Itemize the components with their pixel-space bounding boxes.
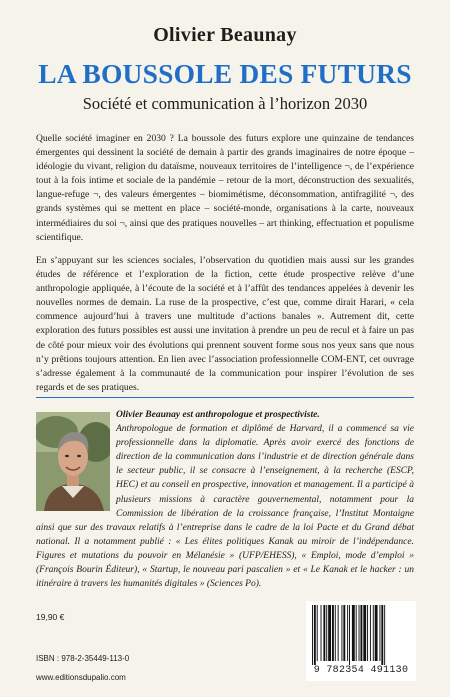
publisher-website: www.editionsdupalio.com: [36, 673, 126, 682]
barcode-digits: 9 782354 491130: [313, 665, 409, 676]
section-divider: [36, 397, 414, 398]
author-bio-lead: Olivier Beaunay est anthropologue et prospectiviste.: [116, 410, 320, 420]
book-subtitle: Société et communication à l’horizon 2030: [82, 94, 368, 113]
author-bio: [36, 408, 414, 591]
summary-paragraph-2: En s’appuyant sur les sciences sociales, l’observation du quotidien mais aussi sur les grandes études de référence et l’exploration de la fiction, cette étude prospective relève d’une anthropologie appliquée, à l’écoute de la société et à l’affût des tendances appelées à devenir les nouvelles normes de demain. La ruse de la prospective, c’est que, comme dirait Harari, « cela commence aujourd’hui à travers une multitude d’actions banales ». Autrement dit, cette exploration des futurs possibles est aussi une invitation à prendre un peu de recul et à faire un pas de côté pour mieux voir des évolutions qui prennent souvent forme sous nos yeux sans que nous n’y prêtions toujours attention. En lien avec l’association professionnelle COM-ENT, cet ouvrage s’adresse également à la communauté de la communication pour inspirer l’évolution de ses regards et de ses pratiques.: [36, 255, 414, 393]
photo-spacer: [36, 408, 116, 510]
barcode: [306, 601, 416, 681]
summary-paragraph-1: Quelle société imaginer en 2030 ? La boussole des futurs explore une quinzaine de tendances émergentes qui dessinent la société de demain à partir des grands imaginaires de notre époque – idéologie du vivant, religion du dataïsme, nouveaux territoires de l’intelligence ¬, de l’expérience tout à la fois intime et sociale de la pandémie – retour de la mort, déconstruction des sexualités, langue-refuge ¬, des valeurs émergentes – biomimétisme, déconsommation, antifragilité ¬, des grands systèmes qui se mettent en place – société-monde, organisations à la carte, nouveaux intermédiaires du soi ¬, ainsi que des pratiques nouvelles – art thinking, effectuation et populisme scientifique.: [36, 133, 414, 243]
barcode-bars: [306, 601, 416, 665]
isbn: ISBN : 978-2-35449-113-0: [36, 654, 130, 663]
author-bio-text: Anthropologue de formation et diplômé de Harvard, il a commencé sa vie professionnelle dans la diplomatie. Après avoir exercé des fonctions de direction de la communication dans l’industrie et de direction générale dans le secteur public, il se consacre à l’enseignement, à la recherche (ESCP, HEC) et au conseil en prospective, innovation et management. Il a participé à plusieurs missions à caractère gouvernemental, notamment pour la Commission de libération de la croissance française, l’Institut Montaigne ainsi que sur des travaux relatifs à l’entreprise dans le cadre de la loi Pacte et du Grand débat national. Il a notamment publié : « Les élites politiques Kanak au miroir de l’indépendance. Figures et mutations du pouvoir en Mélanésie » (UFP/EHESS), « Emploi, mode d’emploi » (François Bourin Éditeur), « Startup, le nouveau pari pascalien » et « Le Kanak et le hacker : un itinéraire à travers les humanités digitales » (Sciences Po).: [36, 424, 414, 590]
book-title: LA BOUSSOLE DES FUTURS: [38, 58, 412, 89]
author-name: Olivier Beaunay: [153, 24, 297, 46]
price: 19,90 €: [36, 612, 65, 622]
